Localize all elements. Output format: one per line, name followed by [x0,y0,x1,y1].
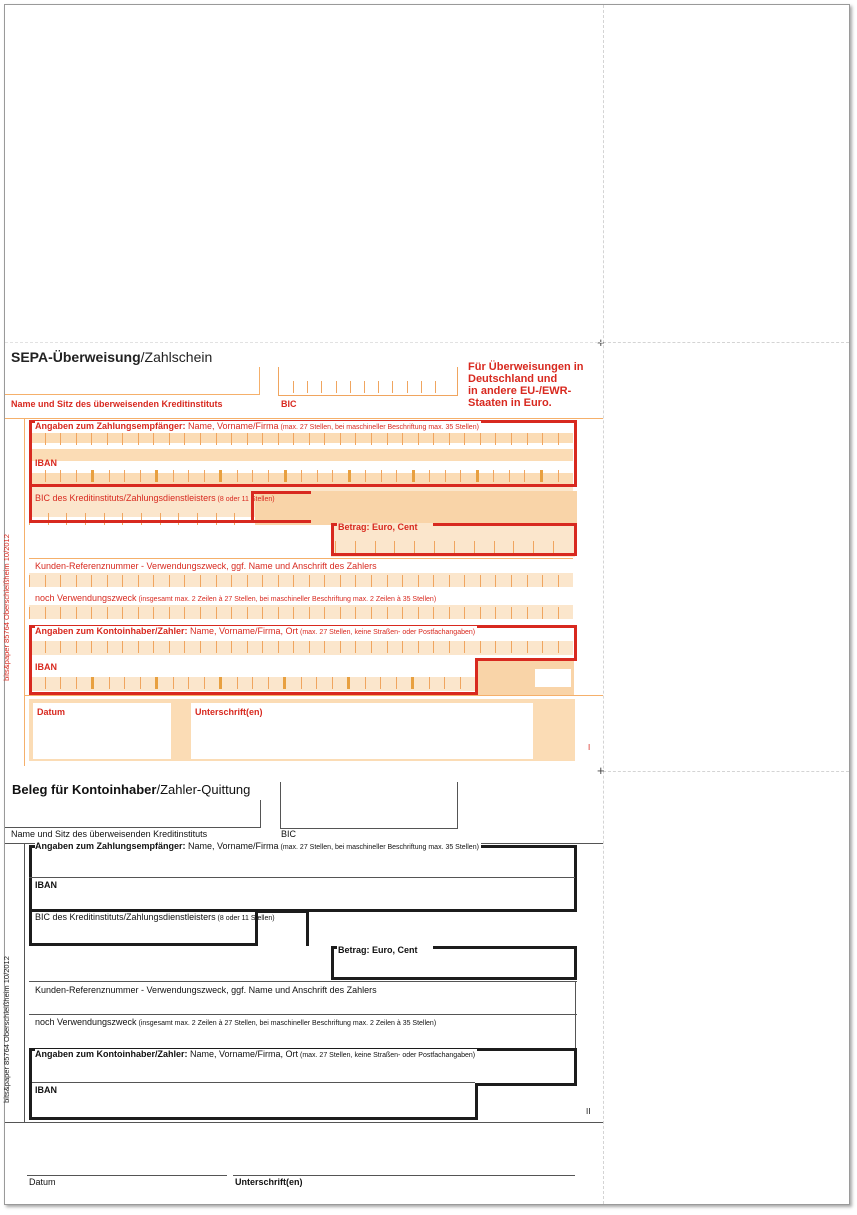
bank-field-right [259,367,260,395]
ref-line-top [29,558,573,559]
amount-label: Betrag: Euro, Cent [338,522,418,532]
side-imprint: bits&paper 85764 Oberschleißheim 10/2012 [1,956,11,1103]
amount-top-right [433,523,577,526]
grid-left-line [24,843,25,1123]
bank-name-label: Name und Sitz des überweisenden Kreditinstituts [11,829,208,839]
bank-field-line [5,827,261,828]
amount-top-left [331,523,337,526]
purpose2-label: noch Verwendungszweck (insgesamt max. 2 Zeilen à 27 Stellen, bei maschineller Beschriftung max. 2 Zeilen à 35 Stellen) [35,593,437,603]
payer-frame-bottom [29,1117,478,1120]
payer-label: Angaben zum Kontoinhaber/Zahler: Name, Vorname/Firma, Ort (max. 27 Stellen, keine Straßen- oder Postfachangaben) [35,1049,476,1059]
bic-label: BIC [281,399,297,409]
amount-label: Betrag: Euro, Cent [338,945,418,955]
crop-mark-icon: + [597,763,605,778]
ref-line-top [29,981,577,982]
bic-inst-label: BIC des Kreditinstituts/Zahlungsdienstleisters (8 oder 11 Stellen) [35,493,275,503]
side-imprint: bits&paper 85764 Oberschleißheim 10/2012 [1,534,11,681]
bic-inst-step-cover [258,919,306,946]
grid-top-line [5,418,603,419]
recipient-line [29,877,575,878]
perforation-horizontal-top [603,342,849,343]
page-mark: I [588,743,591,752]
page-mark: II [586,1107,591,1116]
purpose2-ticks [29,607,573,619]
amount-top-left [331,946,337,949]
form-title: SEPA-Überweisung/Zahlschein [11,349,213,365]
bank-field-line [5,394,259,395]
crop-mark-icon: + [597,335,605,350]
bank-field-right [260,800,261,828]
bic-ticks [293,381,449,393]
top-form-separator [5,342,603,343]
payer-frame-right [574,1048,577,1086]
perforation-horizontal-middle [603,771,849,772]
bic-field[interactable] [280,782,458,829]
amount-top-right [433,946,577,949]
recipient-frame[interactable] [29,845,577,912]
grid-left-line [24,418,25,766]
payer-frame-step [475,1083,577,1086]
eu-notice: Für Überweisungen in Deutschland und in andere EU-/EWR- Staaten in Euro. [468,361,584,409]
iban-label: IBAN [35,880,57,890]
signature-label: Unterschrift(en) [195,707,263,717]
form-sheet [1,4,850,1205]
bank-name-label: Name und Sitz des überweisenden Kreditinstituts [11,399,223,409]
reference-label: Kunden-Referenznummer - Verwendungszweck, ggf. Name und Anschrift des Zahlers [35,985,377,995]
date-line[interactable] [27,1175,227,1176]
sign-row-line [24,695,603,696]
payer-iban-label: IBAN [35,1085,57,1095]
signature-label: Unterschrift(en) [235,1177,303,1187]
payer-frame-right [574,625,577,661]
payer-white-box [535,669,571,687]
purpose2-label: noch Verwendungszweck (insgesamt max. 2 Zeilen à 27 Stellen, bei maschineller Beschriftung max. 2 Zeilen à 35 Stellen) [35,1017,437,1027]
payer-line [32,1082,475,1083]
payer-label: Angaben zum Kontoinhaber/Zahler: Name, Vorname/Firma, Ort (max. 27 Stellen, keine Straßen- oder Postfachangaben) [35,626,476,636]
reference-ticks [29,575,573,587]
ref-line-right [575,981,576,1049]
payer-iban-label: IBAN [35,662,57,672]
bic-label: BIC [281,829,297,839]
reference-label: Kunden-Referenznummer - Verwendungszweck, ggf. Name und Anschrift des Zahlers [35,561,377,571]
perforation-vertical [603,5,604,1204]
receipt-title: Beleg für Kontoinhaber/Zahler-Quittung [12,782,251,797]
sign-row-line [5,1122,603,1123]
iban-label: IBAN [35,458,57,468]
payer-frame-step-v [475,1083,478,1120]
date-label: Datum [29,1177,56,1187]
recipient-label: Angaben zum Zahlungsempfänger: Name, Vorname/Firma (max. 27 Stellen, bei maschineller Beschriftung max. 35 Stellen) [35,421,479,431]
signature-line[interactable] [233,1175,575,1176]
date-label: Datum [37,707,66,717]
ref-line-mid [29,1014,577,1015]
recipient-label: Angaben zum Zahlungsempfänger: Name, Vorname/Firma (max. 27 Stellen, bei maschineller Beschriftung max. 35 Stellen) [35,841,479,851]
bic-inst-label: BIC des Kreditinstituts/Zahlungsdienstleisters (8 oder 11 Stellen) [35,912,275,922]
